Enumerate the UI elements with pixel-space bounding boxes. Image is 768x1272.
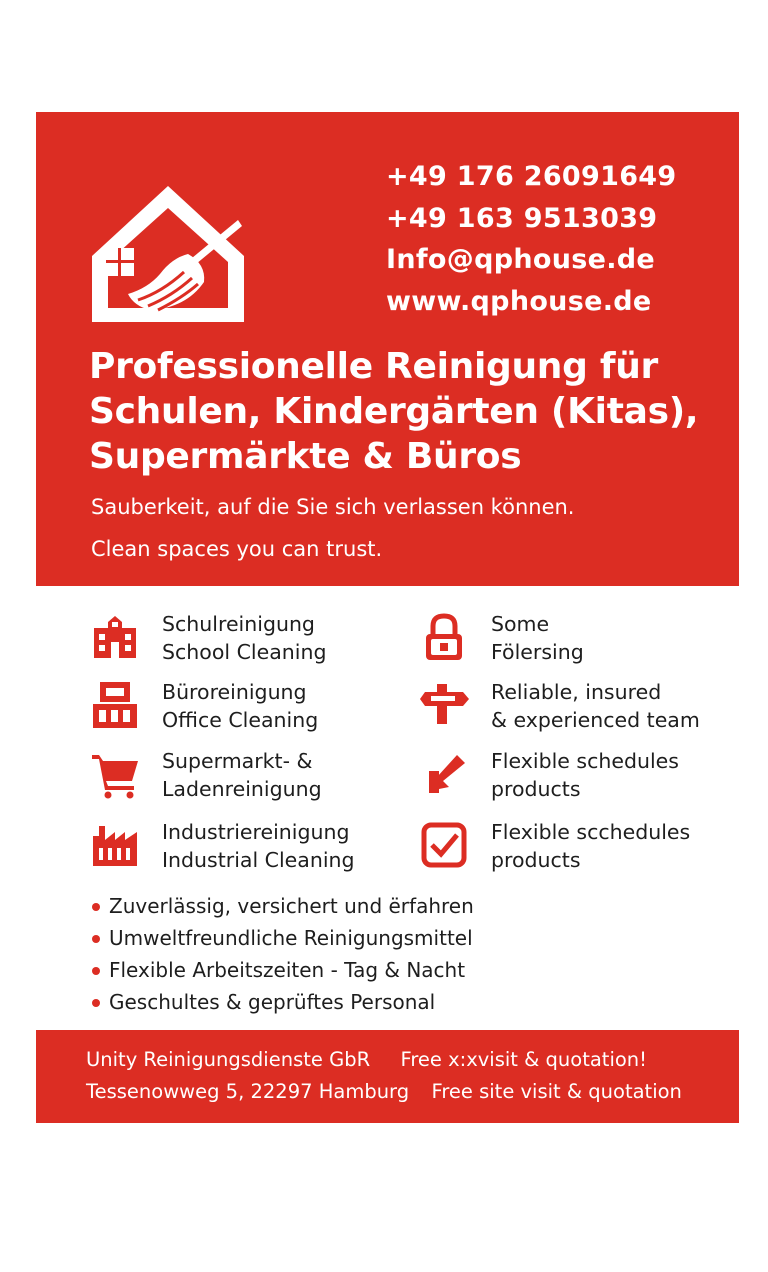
services-grid: [0, 600, 768, 890]
shopping-cart-icon: [90, 749, 140, 799]
email-link[interactable]: Info@qphouse.de: [386, 244, 655, 275]
footer-line-1: [86, 1048, 647, 1071]
phone-number-2[interactable]: +49 163 9513039: [386, 202, 658, 234]
service-label-2: Fölersing: [491, 640, 584, 664]
service-label-2: & experienced team: [491, 708, 700, 732]
list-item: Geschultes & geprüftes Personal: [92, 986, 474, 1018]
list-item: Zuverlässig, versichert und ërfahren: [92, 890, 474, 922]
company-address: Tessenowweg 5, 22297 Hamburg: [86, 1080, 410, 1103]
service-label-de: Supermarkt- &: [162, 749, 313, 773]
service-label-en: School Cleaning: [162, 640, 327, 664]
headline-line-2: Schulen, Kindergärten (Kitas),: [89, 391, 699, 432]
service-label-de: Industriereinigung: [162, 820, 350, 844]
hero-banner: [36, 112, 739, 586]
service-label-2: products: [491, 848, 581, 872]
office-building-icon: [90, 680, 140, 730]
headline: [89, 344, 729, 479]
footer-line-2: [86, 1080, 682, 1103]
house-with-broom-icon: [88, 182, 248, 324]
service-label-en: Industrial Cleaning: [162, 848, 355, 872]
signpost-icon: [419, 680, 469, 730]
service-label-de: Schulreinigung: [162, 612, 315, 636]
service-label-2: products: [491, 777, 581, 801]
service-label-1: Reliable, insured: [491, 680, 662, 704]
list-item: Umweltfreundliche Reinigungsmittel: [92, 922, 474, 954]
service-label-1: Some: [491, 612, 550, 636]
service-label-1: Flexible scchedules: [491, 820, 691, 844]
phone-number-1[interactable]: +49 176 26091649: [386, 161, 677, 192]
offer-text-2: Free site visit & quotation: [431, 1080, 682, 1103]
checkbox-icon: [419, 820, 469, 870]
contact-block: [386, 156, 676, 322]
website-link[interactable]: www.qphouse.de: [386, 285, 652, 317]
tagline-german: Sauberkeit, auf die Sie sich verlassen können.: [91, 495, 575, 519]
offer-text-1: Free x:xvisit & quotation!: [400, 1048, 647, 1071]
footer-banner: [36, 1030, 739, 1123]
service-label-de: Büroreinigung: [162, 680, 307, 704]
service-label-en: Office Cleaning: [162, 708, 319, 732]
benefits-list: [92, 890, 474, 1018]
school-building-icon: [90, 612, 140, 662]
padlock-icon: [419, 612, 469, 662]
headline-line-3: Supermärkte & Büros: [89, 436, 522, 477]
factory-icon: [90, 820, 140, 870]
service-label-en: Ladenreinigung: [162, 777, 322, 801]
arrow-down-left-icon: [419, 749, 469, 799]
company-name: Unity Reinigungsdienste GbR: [86, 1048, 371, 1071]
tagline-english: Clean spaces you can trust.: [91, 537, 383, 561]
headline-line-1: Professionelle Reinigung für: [89, 346, 658, 387]
list-item: Flexible Arbeitszeiten - Tag & Nacht: [92, 954, 474, 986]
service-label-1: Flexible schedules: [491, 749, 679, 773]
